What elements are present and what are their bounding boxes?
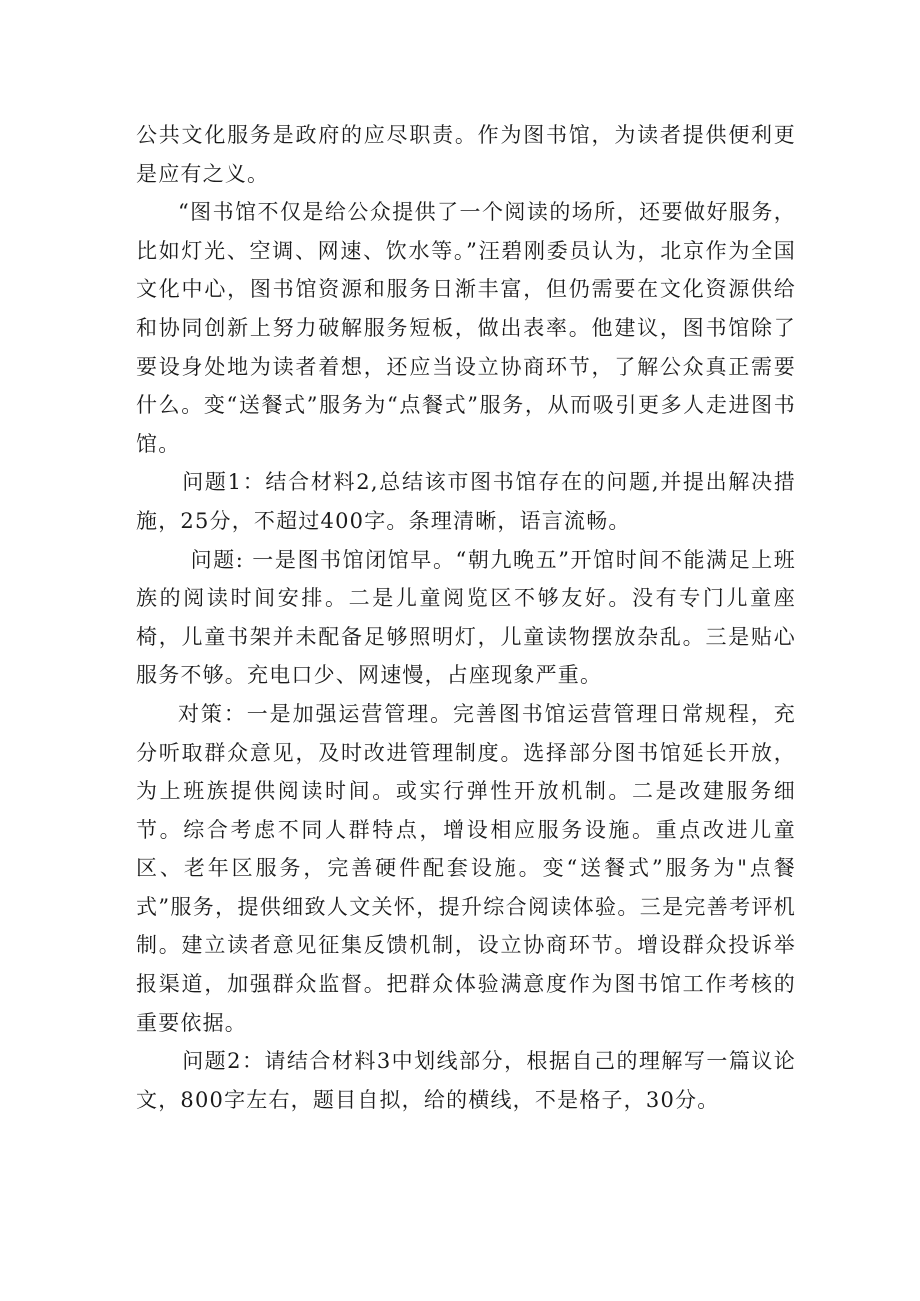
paragraph-problems: 问题: 一是图书馆闭馆早。“朝九晚五”开馆时间不能满足上班族的阅读时间安排。二是儿童阅览区不够友好。没有专门儿童座椅，儿童书架并未配备足够照明灯，儿童读物摆放杂乱。三是贴心服务不够。充电口少、网速慢，占座现象严重。 [136,547,796,688]
paragraph-question-2: 问题2：请结合材料3中划线部分，根据自己的理解写一篇议论文，800字左右，题目自拟，给的横线，不是格子，30分。 [136,1049,796,1112]
document-page [136,116,796,1119]
paragraph-intro: 公共文化服务是政府的应尽职责。作为图书馆，为读者提供便利更是应有之义。 [136,123,796,186]
paragraph-measures: 对策：一是加强运营管理。完善图书馆运营管理日常规程，充分听取群众意见，及时改进管理制度。选择部分图书馆延长开放，为上班族提供阅读时间。或实行弹性开放机制。二是改建服务细节。综合考虑不同人群特点，增设相应服务设施。重点改进儿童区、老年区服务，完善硬件配套设施。变“送餐式”服务为"点餐式”服务，提供细致人文关怀，提升综合阅读体验。三是完善考评机制。建立读者意见征集反馈机制，设立协商环节。增设群众投诉举报渠道，加强群众监督。把群众体验满意度作为图书馆工作考核的重要依据。 [136,701,796,1035]
paragraph-question-1: 问题1：结合材料2,总结该市图书馆存在的问题,并提出解决措施，25分，不超过400字。条理清晰，语言流畅。 [136,470,796,533]
paragraph-quote: “图书馆不仅是给公众提供了一个阅读的场所，还要做好服务，比如灯光、空调、网速、饮水等。”汪碧刚委员认为，北京作为全国文化中心，图书馆资源和服务日渐丰富，但仍需要在文化资源供给和协同创新上努力破解服务短板，做出表率。他建议，图书馆除了要设身处地为读者着想，还应当设立协商环节，了解公众真正需要什么。变“送餐式”服务为“点餐式”服务，从而吸引更多人走进图书馆。 [136,200,796,456]
